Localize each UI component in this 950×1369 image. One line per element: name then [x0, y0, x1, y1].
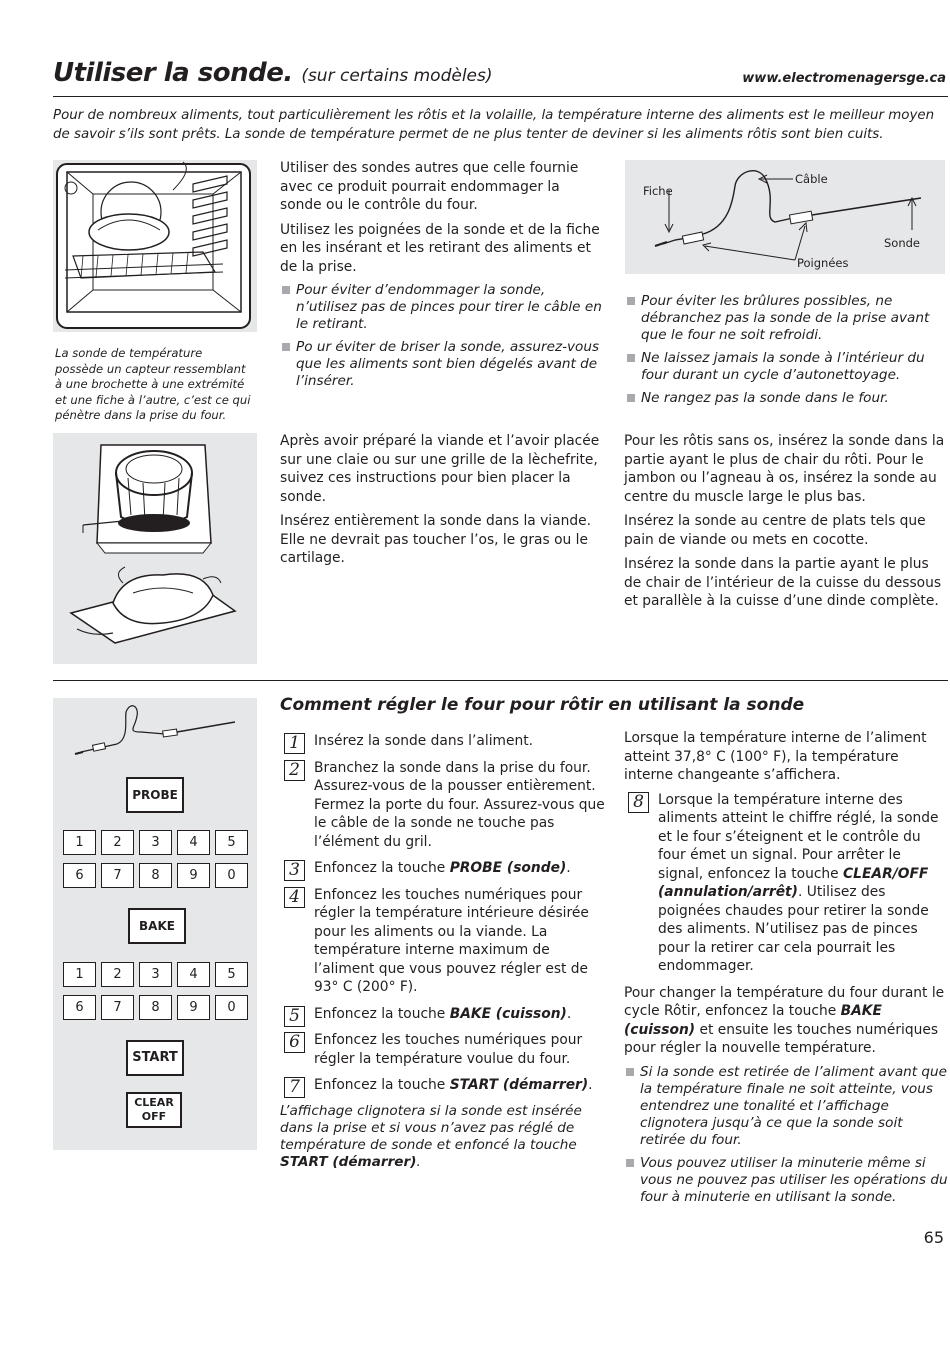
note-post: . — [416, 1153, 421, 1170]
step8-pre: Lorsque la température interne des aliments atteint le chiffre réglé, la sonde et le four s’éteignent et le contrôle du four émet un signal. Pour arrêter le signal, enfoncez la touche — [658, 791, 939, 882]
step-4 — [280, 886, 605, 997]
roast-turkey-illustration — [53, 433, 257, 664]
step-number: 7 — [284, 1077, 305, 1098]
section1-text — [280, 159, 604, 396]
step-number: 4 — [284, 887, 305, 908]
keypad2-key: 2 — [101, 962, 134, 987]
start-key: START — [126, 1040, 184, 1076]
rp2-pre: Pour changer la température du four durant le cycle Rôtir, enfoncez la touche — [624, 984, 945, 1019]
roast-turkey-drawing — [53, 433, 257, 664]
step-6 — [280, 1031, 605, 1068]
section1-paragraph-1: Utiliser des sondes autres que celle fournie avec ce produit pourrait endommager la sonde ou le contrôle du four. — [280, 160, 579, 213]
keypad2-key: 1 — [63, 962, 96, 987]
section2-right-paragraph-3: Insérez la sonde dans la partie ayant le plus de chair de l’intérieur de la cuisse du dessous et parallèle à la cuisse d’une dinde complète. — [624, 556, 942, 609]
step-3 — [280, 859, 605, 878]
oven-illustration — [53, 160, 257, 332]
step-key-name: START (démarrer) — [449, 1077, 589, 1093]
section2-right-paragraph-2: Insérez la sonde au centre de plats tels que pain de viande ou mets en cocotte. — [624, 513, 926, 548]
rp2-post: et ensuite les touches numériques pour régler la nouvelle température. — [624, 1021, 939, 1056]
step-text-post: . — [566, 1005, 572, 1022]
keypad1-key: 1 — [63, 830, 96, 855]
keypad1-key: 8 — [139, 863, 172, 888]
keypad1-key: 9 — [177, 863, 210, 888]
step8-post: . Utilisez des poignées chaudes pour retirer la sonde des aliments. N’utilisez pas de pinces pour la retirer car cela pourrait les endommager. — [658, 884, 929, 974]
probe-diagram — [625, 160, 945, 274]
title-main: Utiliser la sonde. — [53, 58, 293, 88]
page-number: 65 — [923, 1228, 944, 1247]
section3-bullet-2: Vous pouvez utiliser la minuterie même si vous ne pouvez pas utiliser les opérations du four à minuterie en utilisant la sonde. — [624, 1155, 948, 1206]
step-number: 2 — [284, 760, 305, 781]
control-panel-illustration — [53, 698, 257, 1150]
keypad2-key: 7 — [101, 995, 134, 1020]
section2-text — [280, 432, 602, 574]
section3-right-text — [624, 729, 948, 1212]
step-number: 6 — [284, 1032, 305, 1053]
oven-drawing — [53, 160, 257, 332]
title-subtitle: (sur certains modèles) — [301, 66, 493, 86]
steps-list — [280, 732, 605, 1171]
keypad2-key: 4 — [177, 962, 210, 987]
keypad1-key: 5 — [215, 830, 248, 855]
section1-paragraph-2: Utilisez les poignées de la sonde et de la fiche en les insérant et les retirant des aliments et de la prise. — [280, 221, 600, 275]
section2-right-text — [624, 432, 948, 617]
website-url: www.electromenagersge.ca — [742, 71, 946, 86]
step-number: 3 — [284, 860, 305, 881]
step-5 — [280, 1005, 605, 1024]
step-2 — [280, 759, 605, 852]
probe-diagram-drawing — [625, 160, 945, 274]
clear-label: CLEAR — [134, 1096, 174, 1109]
label-poignees: Poignées — [797, 256, 849, 270]
step8-key: CLEAR/OFF (annulation/arrêt) — [658, 865, 929, 900]
keypad1-key: 0 — [215, 863, 248, 888]
step-text-pre: Enfoncez la touche — [314, 1077, 450, 1093]
step-1 — [280, 732, 605, 751]
off-label: OFF — [141, 1110, 167, 1123]
step-key-name: BAKE (cuisson) — [449, 1005, 567, 1022]
keypad2-key: 9 — [177, 995, 210, 1020]
step-number: 1 — [284, 733, 305, 754]
step-7 — [280, 1076, 605, 1095]
keypad2-key: 0 — [215, 995, 248, 1020]
section3-right-paragraph-2 — [624, 984, 948, 1058]
keypad1-key: 2 — [101, 830, 134, 855]
step-text: Enfoncez les touches numériques pour régler la température voulue du four. — [314, 1032, 583, 1067]
flash-note — [280, 1103, 605, 1171]
page-title — [53, 58, 493, 88]
section2-paragraph-1: Après avoir préparé la viande et l’avoir placée sur une claie ou sur une grille de la lèchefrite, suivez ces instructions pour bien placer la sonde. — [280, 433, 600, 505]
note-pre: L’affichage clignotera si la sonde est insérée dans la prise et si vous n’avez pas réglé de température de sonde et enfoncé la touche — [280, 1102, 582, 1153]
label-sonde: Sonde — [884, 236, 920, 250]
bake-key: BAKE — [128, 908, 186, 944]
keypad2-key: 6 — [63, 995, 96, 1020]
keypad2-key: 5 — [215, 962, 248, 987]
step-text-post: . — [588, 1077, 593, 1093]
right-bullet-2: Ne laissez jamais la sonde à l’intérieur du four durant un cycle d’autonettoyage. — [625, 350, 949, 384]
keypad1-key: 6 — [63, 863, 96, 888]
right-bullet-3: Ne rangez pas la sonde dans le four. — [625, 390, 949, 407]
keypad2-key: 3 — [139, 962, 172, 987]
step-number: 8 — [628, 792, 649, 813]
clear-off-key — [126, 1092, 182, 1128]
step-text: Enfoncez les touches numériques pour régler la température intérieure désirée pour les aliments ou la viande. La température interne maximum de l’aliment que vous pouvez régler est de 93° C (200° F). — [314, 886, 589, 995]
section1-bullet-2: Po ur éviter de briser la sonde, assurez-vous que les aliments sont bien dégelés avant de l’insérer. — [280, 339, 604, 390]
step-text-post: . — [566, 860, 571, 876]
section1-bullet-1: Pour éviter d’endommager la sonde, n’utilisez pas de pinces pour tirer le câble en le retirant. — [280, 282, 604, 333]
probe-key: PROBE — [126, 777, 184, 813]
label-fiche: Fiche — [643, 184, 673, 198]
section1-right-bullets — [625, 293, 949, 413]
step-text: Insérez la sonde dans l’aliment. — [314, 733, 533, 749]
section-rule — [53, 680, 948, 681]
step-8 — [624, 791, 948, 976]
probe-caption: La sonde de température possède un capteur ressemblant à une brochette à une extrémité et une fiche à l’autre, c’est ce qui pénètre dans la prise du four. — [55, 346, 251, 422]
note-key: START (démarrer) — [280, 1153, 417, 1170]
section3-bullet-1: Si la sonde est retirée de l’aliment avant que la température finale ne soit atteinte, vous entendrez une tonalité et l’affichage clignotera jusqu’à ce que la sonde soit retirée du four. — [624, 1064, 948, 1149]
rp2-key: BAKE (cuisson) — [624, 1003, 882, 1038]
step-text-pre: Enfoncez la touche — [314, 1005, 450, 1022]
keypad1-key: 4 — [177, 830, 210, 855]
keypad1-key: 3 — [139, 830, 172, 855]
step-number: 5 — [284, 1006, 305, 1027]
label-cable: Câble — [795, 172, 828, 186]
header-rule — [53, 96, 948, 97]
intro-paragraph: Pour de nombreux aliments, tout particulièrement les rôtis et la volaille, la température interne des aliments est le meilleur moyen de savoir s’ils sont prêts. La sonde de température permet de ne plus tenter de deviner si les aliments rôtis sont bien cuits. — [53, 108, 935, 142]
right-bullet-1: Pour éviter les brûlures possibles, ne débranchez pas la sonde de la prise avant que le four ne soit refroidi. — [625, 293, 949, 344]
keypad1-key: 7 — [101, 863, 134, 888]
step-text: Branchez la sonde dans la prise du four. Assurez-vous de la pousser entièrement. Fermez la porte du four. Assurez-vous que le câble de la sonde ne touche pas l’élément du gril. — [314, 759, 605, 850]
section2-paragraph-2: Insérez entièrement la sonde dans la viande. Elle ne devrait pas toucher l’os, le gras ou le cartilage. — [280, 513, 591, 566]
step-key-name: PROBE (sonde) — [449, 860, 567, 876]
section3-right-paragraph-1: Lorsque la température interne de l’aliment atteint 37,8° C (100° F), la température interne changeante s’affichera. — [624, 730, 927, 783]
section2-right-paragraph-1: Pour les rôtis sans os, insérez la sonde dans la partie ayant le plus de chair du rôti. Pour le jambon ou l’agneau à os, insérez la sonde au centre du muscle large le plus bas. — [624, 433, 945, 505]
keypad2-key: 8 — [139, 995, 172, 1020]
probe-small-drawing — [53, 698, 257, 768]
step-text-pre: Enfoncez la touche — [314, 860, 450, 876]
section3-heading: Comment régler le four pour rôtir en utilisant la sonde — [280, 695, 805, 715]
